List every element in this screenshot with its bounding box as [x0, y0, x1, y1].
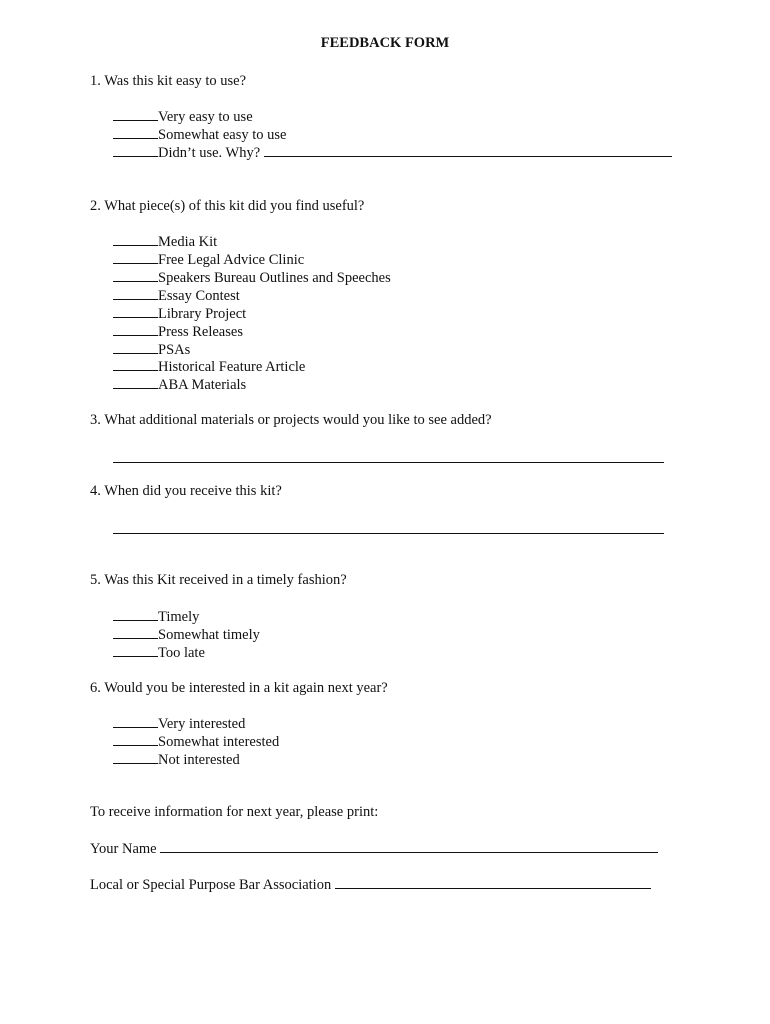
form-title: FEEDBACK FORM [320, 35, 450, 51]
q6-option-1[interactable]: Very interested [113, 714, 245, 733]
q2-option-2[interactable]: Free Legal Advice Clinic [113, 250, 304, 269]
q6-option-3[interactable]: Not interested [113, 750, 240, 769]
question-1: 1. Was this kit easy to use? [90, 73, 247, 89]
q2-option-6[interactable]: Press Releases [113, 322, 243, 341]
q4-answer-line[interactable] [113, 533, 664, 534]
checkbox-blank[interactable] [113, 375, 158, 389]
why-answer-field[interactable] [264, 143, 672, 157]
q2-option-3[interactable]: Speakers Bureau Outlines and Speeches [113, 268, 391, 287]
q2-option-1[interactable]: Media Kit [113, 232, 217, 251]
checkbox-blank[interactable] [113, 125, 158, 139]
q2-option-8[interactable]: Historical Feature Article [113, 357, 305, 376]
q2-option-7[interactable]: PSAs [113, 340, 190, 359]
checkbox-blank[interactable] [113, 607, 158, 621]
question-6: 6. Would you be interested in a kit again next year? [90, 680, 388, 696]
checkbox-blank[interactable] [113, 732, 158, 746]
bar-association-label: Local or Special Purpose Bar Association [90, 877, 335, 893]
checkbox-blank[interactable] [113, 304, 158, 318]
bar-association-field[interactable] [335, 875, 651, 889]
q1-option-3[interactable]: Didn’t use. Why? [113, 143, 672, 162]
q6-option-2[interactable]: Somewhat interested [113, 732, 279, 751]
checkbox-blank[interactable] [113, 286, 158, 300]
your-name-row [90, 839, 658, 858]
question-4: 4. When did you receive this kit? [90, 483, 282, 499]
q1-option-2[interactable]: Somewhat easy to use [113, 125, 286, 144]
contact-intro: To receive information for next year, please print: [90, 804, 379, 820]
q5-option-3[interactable]: Too late [113, 643, 205, 662]
your-name-field[interactable] [160, 839, 658, 853]
checkbox-blank[interactable] [113, 268, 158, 282]
checkbox-blank[interactable] [113, 107, 158, 121]
checkbox-blank[interactable] [113, 340, 158, 354]
question-3: 3. What additional materials or projects would you like to see added? [90, 412, 492, 428]
q2-option-4[interactable]: Essay Contest [113, 286, 240, 305]
question-2: 2. What piece(s) of this kit did you find useful? [90, 198, 365, 214]
q5-option-1[interactable]: Timely [113, 607, 199, 626]
checkbox-blank[interactable] [113, 643, 158, 657]
q2-option-9[interactable]: ABA Materials [113, 375, 246, 394]
q3-answer-line[interactable] [113, 462, 664, 463]
checkbox-blank[interactable] [113, 322, 158, 336]
checkbox-blank[interactable] [113, 750, 158, 764]
checkbox-blank[interactable] [113, 250, 158, 264]
q2-option-5[interactable]: Library Project [113, 304, 246, 323]
q5-option-2[interactable]: Somewhat timely [113, 625, 260, 644]
checkbox-blank[interactable] [113, 625, 158, 639]
bar-association-row [90, 875, 651, 894]
question-5: 5. Was this Kit received in a timely fashion? [90, 572, 347, 588]
your-name-label: Your Name [90, 841, 161, 857]
checkbox-blank[interactable] [113, 232, 158, 246]
checkbox-blank[interactable] [113, 143, 158, 157]
checkbox-blank[interactable] [113, 714, 158, 728]
checkbox-blank[interactable] [113, 357, 158, 371]
q1-option-1[interactable]: Very easy to use [113, 107, 253, 126]
